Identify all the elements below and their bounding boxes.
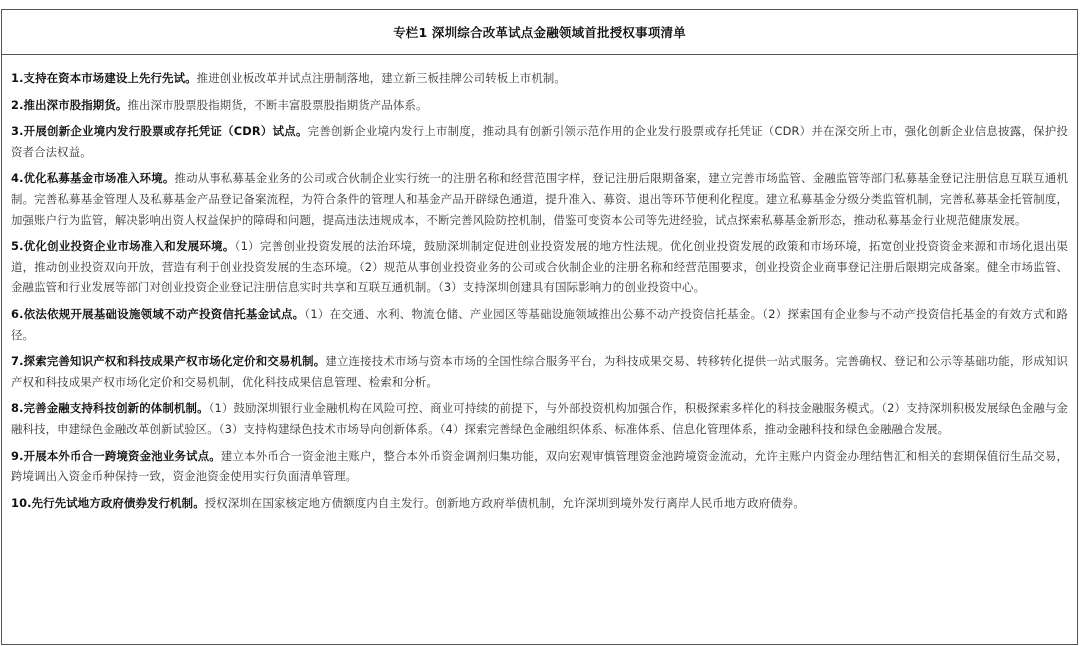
list-item bbox=[11, 304, 1068, 345]
list-item bbox=[11, 68, 1068, 89]
list-item bbox=[11, 121, 1068, 162]
item-heading: 10.先行先试地方政府债券发行机制。 bbox=[11, 495, 205, 510]
item-body: （1）完善创业投资发展的法治环境，鼓励深圳制定促进创业投资发展的地方性法规。优化创业投资发展的政策和市场环境，拓宽创业投资资金来源和市场化退出渠道，推动创业投资双向开放，营造有利于创业投资发展的生态环境。（2）规范从事创业投资业务的公司或合伙制企业的注册名称和经营范围要求，创业投资企业商事登记注册后限期完成备案。健全市场监管、金融监管和行业发展等部门对创业投资企业登记注册信息实时共享和互联互通机制。（3）支持深圳创建具有国际影响力的创业投资中心。 bbox=[11, 239, 1068, 295]
table-frame bbox=[1, 9, 1078, 645]
item-body: 推进创业板改革并试点注册制落地，建立新三板挂牌公司转板上市机制。 bbox=[196, 71, 566, 85]
item-heading: 6.依法依规开展基础设施领域不动产投资信托基金试点。 bbox=[11, 306, 305, 321]
item-heading: 9.开展本外币合一跨境资金池业务试点。 bbox=[11, 448, 221, 463]
item-body: （1）鼓励深圳银行业金融机构在风险可控、商业可持续的前提下，与外部投资机构加强合作，积极探索多样化的科技金融服务模式。（2）支持深圳积极发展绿色金融与金融科技，申建绿色金融改革创新试验区。（3）支持构建绿色技术市场导向创新体系。（4）探索完善绿色金融组织体系、标准体系、信息化管理体系，推动金融科技和绿色金融融合发展。 bbox=[11, 401, 1068, 436]
list-item bbox=[11, 95, 1068, 116]
list-item bbox=[11, 351, 1068, 392]
table-title: 专栏1 深圳综合改革试点金融领域首批授权事项清单 bbox=[2, 10, 1077, 55]
list-item bbox=[11, 493, 1068, 514]
item-heading: 8.完善金融支持科技创新的体制机制。 bbox=[11, 401, 209, 416]
item-body: 授权深圳在国家核定地方债额度内自主发行。创新地方政府举债机制，允许深圳到境外发行离岸人民币地方政府债券。 bbox=[204, 495, 805, 510]
item-body: 完善创新企业境内发行上市制度，推动具有创新引领示范作用的企业发行股票或存托凭证（CDR）并在深交所上市，强化创新企业信息披露，保护投资者合法权益。 bbox=[11, 124, 1069, 159]
item-heading: 4.优化私募基金市场准入环境。 bbox=[11, 171, 175, 186]
item-heading: 5.优化创业投资企业市场准入和发展环境。 bbox=[11, 239, 235, 254]
item-body: （1）在交通、水利、物流仓储、产业园区等基础设施领域推出公募不动产投资信托基金。（2）探索国有企业参与不动产投资信托基金的有效方式和路径。 bbox=[11, 306, 1068, 342]
item-body: 建立连接技术市场与资本市场的全国性综合服务平台，为科技成果交易、转移转化提供一站式服务。完善确权、登记和公示等基础功能，形成知识产权和科技成果产权市场化定价和交易机制，优化科技成果信息管理、检索和分析。 bbox=[11, 354, 1068, 389]
list-item bbox=[11, 446, 1068, 487]
item-list bbox=[2, 55, 1077, 513]
item-body: 推动从事私募基金业务的公司或合伙制企业实行统一的注册名称和经营范围字样，登记注册后限期备案，建立完善市场监管、金融监管等部门私募基金登记注册信息互联互通机制。完善私募基金管理人及私募基金产品登记备案流程，为符合条件的管理人和基金产品开辟绿色通道，提升准入、募资、退出等环节便利化程度。建立私募基金分级分类监管机制，完善私募基金托管制度，加强账户行为监管，解决影响出资人权益保护的障碍和问题，提高违法违规成本，不断完善风险防控机制，借鉴可变资本公司等先进经验，试点探索私募基金新形态，推动私募基金行业规范健康发展。 bbox=[11, 171, 1068, 227]
item-heading: 3.开展创新企业境内发行股票或存托凭证（CDR）试点。 bbox=[11, 124, 308, 139]
item-heading: 2.推出深市股指期货。 bbox=[11, 97, 128, 112]
item-heading: 1.支持在资本市场建设上先行先试。 bbox=[11, 71, 197, 85]
list-item bbox=[11, 168, 1068, 230]
item-body: 推出深市股票股指期货，不断丰富股票股指期货产品体系。 bbox=[127, 97, 428, 112]
item-heading: 7.探索完善知识产权和科技成果产权市场化定价和交易机制。 bbox=[11, 354, 326, 369]
list-item bbox=[11, 398, 1068, 439]
item-body: 建立本外币合一资金池主账户，整合本外币资金调剂归集功能，双向宏观审慎管理资金池跨境资金流动，允许主账户内资金办理结售汇和相关的套期保值衍生品交易，跨境调出入资金币种保持一致，资金池资金使用实行负面清单管理。 bbox=[11, 448, 1068, 484]
list-item bbox=[11, 236, 1068, 298]
